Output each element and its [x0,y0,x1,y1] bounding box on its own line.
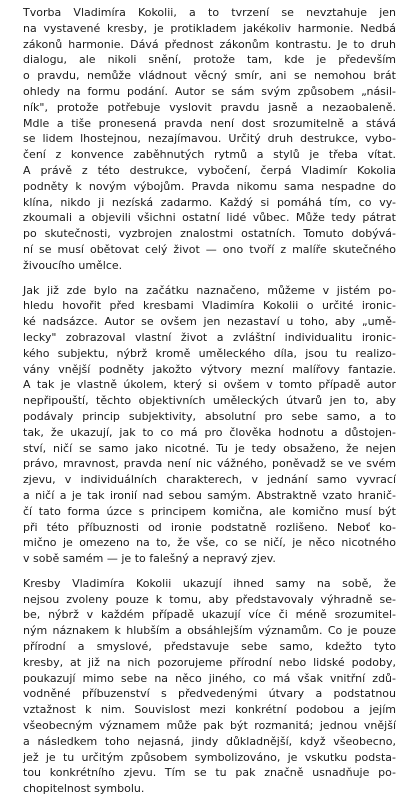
paragraph-3 [5,576,396,797]
text-line: podněty k novým výbojům. Pravda nikomu sama nespadne do [23,179,396,193]
text-line: ké nadsázce. Autor se ovšem jen nezastaví u toho, aby „umě- [23,315,396,329]
text-line: při této příbuznosti od ironie podstatně rozlišeno. Neboť ko- [23,520,396,534]
text-line: lecky" zobrazoval vlastní život a zvláštní individualitu ironic- [23,330,396,344]
text-line: tak, že ukazují, jak to co má pro člověka hodnotu a důstojen- [23,425,396,439]
text-line: vodněné příbuzenství s předvedenými útvary a podstatnou [23,687,396,701]
text-line: Tvorba Vladimíra Kokolii, a to tvrzení se nevztahuje jen [23,6,396,19]
text-line: ní se musí obětovat celý život — ono tvoří z malíře skutečného [23,242,396,256]
text-line: přírodní a smyslové, představuje sebe samo, kdežto tyto [23,640,396,654]
paragraph-gap [5,274,396,283]
text-line: tou konkrétního zjevu. Tím se tu pak značně usnadňuje po- [23,766,396,780]
text-line: podávaly princip subjektivity, absolutní pro sebe samo, a to [23,409,396,423]
text-line: hledu hovořit před kresbami Vladimíra Kokolii o určité ironic- [23,299,396,313]
text-line: be, nýbrž v každém případě ukazují více či méně srozumitel- [23,608,396,622]
text-line: zákonů harmonie. Dává přednost zákonům kontrastu. Je to druh [23,37,396,51]
text-line: Jak již zde bylo na začátku naznačeno, můžeme v jistém po- [23,283,396,297]
text-line: ník", protože potřebuje vyslovit pravdu jasně a nezaobaleně. [23,100,396,114]
text-line: jež je tu určitým způsobem symbolizováno, je vskutku podsta- [23,750,396,764]
text-line: A tak je vlastně úkolem, který si ovšem v tomto případě autor [23,378,396,392]
text-line: všeobecným významem může pak být rozmanitá; jednou vnější [23,719,396,733]
text-line: nejsou zvoleny pouze k tomu, aby představovaly výhradně se- [23,592,396,606]
text-line: po skutečnosti, vyzbrojen znalostmi ostatních. Tomuto dobývá- [23,227,396,241]
text-line: právo, mravnost, pravda není nic vážného, poněvadž se ve svém [23,457,396,471]
text-line: na vystavené kresby, je protikladem jakékoliv harmonie. Nedbá [23,21,396,35]
text-line: mično je omezeno na to, že vše, co se ničí, je něco nicotného [23,536,396,550]
text-line: čí tato forma úzce s principem komična, ale komično musí být [23,504,396,518]
text-line: ství, ničí se samo jako nicotné. Tu je tedy obsaženo, že nejen [23,441,396,455]
text-line: kresby, at již na nich pozorujeme přírodní nebo lidské podoby, [23,655,396,669]
text-line: vány vnější podněty jakožto výtvory mezní malířovy fantazie. [23,362,396,376]
paragraph-2 [5,283,396,567]
text-line: vztažnost k nim. Souvislost mezi konkrétní podobou a jejím [23,703,396,717]
text-line: v sobě samém — je to falešný a nepravý zjev. [23,552,276,566]
text-line: o pravdu, nemůže vládnout věcný smír, ani se nemohou brát [23,69,396,83]
text-line: poukazují mimo sebe na něco jiného, co má však vnitřní zdů- [23,671,396,685]
text-line: ohledy na formu podání. Autor se sám svým způsobem „násil- [23,84,396,98]
text-line: A právě z této destrukce, vybočení, čerpá Vladimír Kokolia [23,163,396,177]
text-line: ným náznakem k hlubším a obsáhlejším významům. Co je pouze [23,624,396,638]
text-line: Kresby Vladimíra Kokolii ukazují ihned samy na sobě, že [23,576,396,590]
paragraph-1 [5,5,396,274]
text-line: se lidem lhostejnou, nezajímavou. Určitý druh destrukce, vybo- [23,132,396,146]
paragraph-gap [5,567,396,576]
text-line: zkoumali a objevili všichni ostatní lidé vůbec. Může tedy pátrat [23,211,396,225]
text-line: Mdle a tiše pronesená pravda není dost srozumitelně a stává [23,116,396,130]
text-line: čení z konvence zaběhnutých rytmů a stylů je třeba vítat. [23,148,396,162]
text-line: zjevu, v individuálních charakterech, v jednání samo vyvrací [23,473,396,487]
text-line: nepřipouští, těchto objektivních uměleckých útvarů jen to, aby [23,394,396,408]
text-line: dialogu, ale nikoli snění, protože tam, kde je především [23,53,396,67]
text-line: klína, nikdo ji nezíská zadarmo. Každý si pomáhá tím, co vy- [23,195,396,209]
text-line: a ničí a je tak ironií nad sebou samým. Abstraktně vzato hranič- [23,488,396,502]
text-line: kého subjektu, nýbrž kromě uměleckého díla, jsou tu realizo- [23,346,396,360]
text-line: živoucího umělce. [23,258,123,272]
text-line: chopitelnost symbolu. [23,782,145,796]
text-line: a následkem toho nejasná, jindy důkladnější, když všeobecno, [23,734,396,748]
